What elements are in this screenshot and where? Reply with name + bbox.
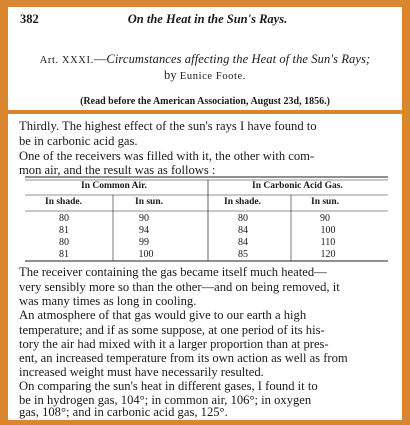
table-cell: 94 — [139, 225, 149, 236]
body-line: An atmosphere of that gas would give to our earth a high — [19, 308, 307, 322]
body-line: The receiver containing the gas became itself much heated— — [19, 265, 327, 279]
body-line: ent, an increased temperature from its own action as well as from — [19, 351, 348, 365]
article-title — [8, 52, 402, 67]
table-cell: 110 — [320, 237, 336, 248]
byline-by: by — [163, 68, 177, 82]
running-head-title: On the Heat in the Sun's Rays. — [127, 12, 288, 26]
reading-note: (Read before the American Association, August 23d, 1856.) — [80, 96, 330, 107]
table-cell: 120 — [320, 249, 336, 260]
body-line: One of the receivers was filled with it, the other with com- — [19, 149, 315, 163]
page-number: 382 — [20, 12, 39, 26]
table-group-header: In Carbonic Acid Gas. — [252, 181, 343, 191]
body-line: very sensibly more so than the other—and on being removed, it — [19, 280, 340, 294]
table-sub-header: In sun. — [135, 197, 163, 207]
body-line: mon air, and the result was as follows : — [19, 163, 216, 177]
title-dash: — — [93, 52, 107, 66]
results-table — [25, 176, 388, 262]
table-cell: 90 — [320, 213, 330, 224]
article-byline — [8, 68, 402, 83]
body-line: gas, 108°; and in carbonic acid gas, 125°. — [19, 405, 228, 419]
table-cell: 81 — [59, 225, 69, 236]
table-group-header: In Common Air. — [81, 181, 147, 191]
article-number: Art. XXXI. — [39, 55, 94, 66]
body-line: be in hydrogen gas, 104°; in common air, 106°; in oxygen — [19, 393, 312, 407]
table-cell: 90 — [139, 213, 149, 224]
table-cell: 100 — [320, 225, 336, 236]
body-line: On comparing the sun's heat in different gases, I found it to — [19, 379, 318, 393]
body-line: Thirdly. The highest effect of the sun's rays I have found to — [19, 119, 317, 133]
table-cell: 84 — [238, 237, 248, 248]
table-cell: 80 — [238, 213, 248, 224]
body-line: be in carbonic acid gas. — [19, 134, 138, 148]
running-header — [20, 12, 395, 28]
body-line: was many times as long in cooling. — [19, 294, 197, 308]
article-title-text: Circumstances affecting the Heat of the Sun's Rays — [106, 52, 367, 66]
author-name: Eunice Foote. — [179, 71, 247, 82]
table-cell: 81 — [59, 249, 69, 260]
table-cell: 80 — [59, 237, 69, 248]
table-sub-header: In shade. — [224, 197, 261, 207]
title-semicolon: ; — [366, 52, 371, 66]
table-sub-header: In sun. — [311, 197, 339, 207]
body-line: increased weight must have necessarily resulted. — [19, 365, 264, 379]
table-cell: 100 — [138, 249, 154, 260]
body-line: temperature; and if as some suppose, at one period of its his- — [19, 323, 325, 337]
table-cell: 80 — [59, 213, 69, 224]
body-line: tory the air had mixed with it a larger proportion than at pres- — [19, 337, 329, 351]
table-cell: 99 — [139, 237, 149, 248]
article-header-panel — [8, 7, 402, 110]
table-cell: 85 — [238, 249, 248, 260]
table-sub-header: In shade. — [45, 197, 82, 207]
table-cell: 84 — [238, 225, 248, 236]
